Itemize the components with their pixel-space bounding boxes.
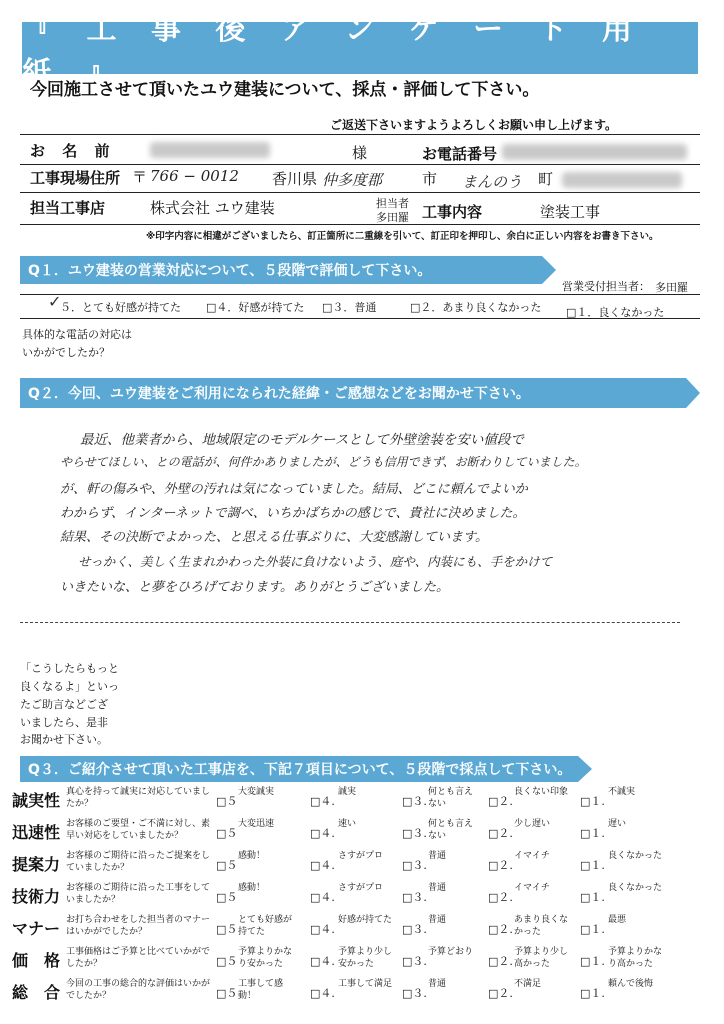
staff-label-2: 多田羅: [376, 211, 409, 224]
q3-option2-label: あまり良くな: [514, 915, 569, 925]
q2-title: Q２．今回、ユウ建装をご利用になられた経緯・ご感想などをお聞かせ下さい。: [28, 386, 530, 402]
q3-question-line2: でしたか？: [66, 991, 112, 1001]
q3-option4-label: 速い: [338, 819, 357, 829]
q3-option2-label: イマイチ: [514, 851, 550, 861]
q2-line-1: 最近、他業者から、地域限定のモデルケースとして外壁塗装を安い値段で: [80, 432, 524, 448]
q2-line-7: いきたいな、と夢をひろげております。ありがとうございました。: [60, 580, 449, 595]
form-title: 『 工 事 後 ア ン ケ ー ト 用 紙 』: [22, 22, 698, 74]
q3-option4-label: 誠実: [338, 787, 357, 797]
q3-option2-box[interactable]: □２.: [488, 827, 513, 840]
q3-category: 価 格: [12, 951, 61, 970]
q1-option-4[interactable]: □４．好感が持てた: [206, 301, 305, 314]
q3-question-line2: ていましたか？: [66, 863, 130, 873]
info-divider-1: [20, 164, 700, 165]
q3-option3-label: 予算どおり: [428, 947, 474, 957]
q3-option5-label2: 持てた: [238, 927, 266, 937]
q3-option3-box[interactable]: □３.: [402, 891, 427, 904]
q2-prompt-4: いましたら、是非: [20, 716, 108, 729]
q3-category: 誠実性: [12, 791, 61, 810]
name-redacted: [150, 142, 270, 158]
q3-option3-box[interactable]: □３.: [402, 923, 427, 936]
q1-title: Q１．ユウ建装の営業対応について、５段階で評価して下さい。: [28, 263, 432, 279]
address-label: 工事現場住所: [30, 169, 121, 187]
q3-option2-label: 不満足: [514, 979, 542, 989]
q3-option1-box[interactable]: □１.: [580, 923, 605, 936]
q3-option5-box[interactable]: □５: [216, 923, 238, 936]
q2-title-bar: [20, 378, 686, 408]
info-border-top: [20, 134, 700, 135]
q2-line-3: が、軒の傷みや、外壁の汚れは気になっていました。結局、どこに頼んでよいか: [60, 482, 528, 497]
q3-option1-box[interactable]: □１.: [580, 795, 605, 808]
q3-title: Q３．ご紹介させて頂いた工事店を、下記７項目について、５段階で採点して下さい。: [28, 762, 572, 778]
q2-line-6: せっかく、美しく生まれかわった外装に負けないよう、庭や、内装にも、手をかけて: [78, 554, 553, 569]
q1-option-3[interactable]: □３．普通: [322, 301, 377, 314]
q2-line-4: わからず、インターネットで調べ、いちかばちかの感じで、貴社に決めました。: [60, 506, 526, 521]
company-label: 担当工事店: [30, 199, 106, 217]
company-name: 株式会社 ユウ建装: [150, 199, 275, 217]
q3-option5-box[interactable]: □５: [216, 827, 238, 840]
q3-option4-label: さすがプロ: [338, 883, 384, 893]
q3-option5-label: 感動！: [238, 883, 266, 893]
q1-options-top: [20, 294, 700, 295]
q3-option3-box[interactable]: □３.: [402, 827, 427, 840]
q3-option1-box[interactable]: □１.: [580, 859, 605, 872]
q2-prompt-5: お聞かせ下さい。: [20, 733, 108, 746]
q3-option5-box[interactable]: □５: [216, 859, 238, 872]
q3-option5-label: 予算よりかな: [238, 947, 293, 957]
q2-separator: [20, 622, 680, 623]
q3-option4-box[interactable]: □４.: [310, 827, 335, 840]
q3-question-line2: 早い対応をしていましたか？: [66, 831, 184, 841]
q3-question-line2: したか？: [66, 959, 103, 969]
q3-option3-label: 普通: [428, 979, 447, 989]
q3-option4-box[interactable]: □４.: [310, 955, 335, 968]
q1-option-1[interactable]: □１．良くなかった: [566, 306, 665, 319]
q1-staff-note: 営業受付担当者：: [562, 280, 650, 293]
postal-code: 766 − 0012: [150, 167, 239, 185]
q3-option5-label: 感動！: [238, 851, 266, 861]
q3-option2-label: 少し遅い: [514, 819, 551, 829]
q3-category: マナー: [12, 919, 61, 938]
q3-option2-label: 良くない印象: [514, 787, 569, 797]
q2-prompt-3: たご助言などござ: [20, 698, 108, 711]
q3-option5-label2: り安かった: [238, 959, 284, 969]
q3-option5-box[interactable]: □５: [216, 891, 238, 904]
work-value: 塗装工事: [540, 203, 601, 221]
q3-option5-box[interactable]: □５: [216, 795, 238, 808]
q3-option1-label: 良くなかった: [608, 883, 663, 893]
staff-label-1: 担当者: [376, 197, 409, 210]
q3-option3-box[interactable]: □３.: [402, 859, 427, 872]
q3-option3-label: 何とも言え: [428, 787, 474, 797]
q3-option3-label: 普通: [428, 915, 447, 925]
q3-option2-box[interactable]: □２.: [488, 859, 513, 872]
q3-option5-box[interactable]: □５: [216, 955, 238, 968]
q3-category: 技術力: [12, 887, 61, 906]
q3-option2-box[interactable]: □２.: [488, 955, 513, 968]
q3-option3-label: 普通: [428, 851, 447, 861]
q3-option3-box[interactable]: □３.: [402, 955, 427, 968]
q1-option-5[interactable]: ５．とても好感が持てた: [60, 301, 181, 314]
q3-option2-box[interactable]: □２.: [488, 891, 513, 904]
q1-phone-question-2: いかがでしたか？: [22, 346, 110, 359]
q3-option4-box[interactable]: □４.: [310, 923, 335, 936]
q3-option1-label: 遅い: [608, 819, 627, 829]
q3-question-line1: 真心を持って誠実に対応していまし: [66, 787, 211, 797]
q3-option5-label: とても好感が: [238, 915, 293, 925]
q3-category: 提案力: [12, 855, 61, 874]
q3-category: 総 合: [12, 983, 61, 1002]
intro-text: 今回施工させて頂いたユウ建装について、採点・評価して下さい。: [30, 80, 540, 100]
info-border-bottom: [20, 224, 700, 225]
q3-question-line2: はいかがでしたか？: [66, 927, 148, 937]
q3-option1-box[interactable]: □１.: [580, 987, 605, 1000]
q3-option3-label: 何とも言え: [428, 819, 474, 829]
q3-option3-box[interactable]: □３.: [402, 795, 427, 808]
q3-option1-box[interactable]: □１.: [580, 891, 605, 904]
q3-question-line2: いましたか？: [66, 895, 121, 905]
q3-option4-label: さすがプロ: [338, 851, 384, 861]
q3-option1-box[interactable]: □１.: [580, 827, 605, 840]
q3-option4-box[interactable]: □４.: [310, 987, 335, 1000]
q3-question-line1: お客様のご要望・ご不満に対し、素: [66, 819, 211, 829]
phone-label: お電話番号: [422, 145, 498, 163]
q3-question-line1: お客様のご期待に沿った工事をして: [66, 883, 211, 893]
q3-option5-label: 工事して感: [238, 979, 284, 989]
q1-phone-question-1: 具体的な電話の対応は: [22, 328, 132, 341]
q3-option1-label: 不誠実: [608, 787, 636, 797]
q3-option5-label2: 動！: [238, 991, 257, 1001]
work-label: 工事内容: [422, 203, 483, 221]
q3-title-bar: [20, 756, 578, 782]
name-suffix: 様: [352, 144, 368, 162]
q2-bar-tail: [686, 378, 700, 408]
town-label: 町: [538, 170, 554, 188]
q3-option4-label: 工事して満足: [338, 979, 393, 989]
q3-option2-label: イマイチ: [514, 883, 550, 893]
q3-question-line1: 今回の工事の総合的な評価はいかが: [66, 979, 211, 989]
q3-question-line1: お打ち合わせをした担当者のマナー: [66, 915, 211, 925]
q3-option4-box[interactable]: □４.: [310, 891, 335, 904]
district: 仲多度郡: [322, 171, 383, 189]
q3-option1-box[interactable]: □１.: [580, 955, 605, 968]
q3-option2-label2: かった: [514, 927, 542, 937]
q3-option4-box[interactable]: □４.: [310, 859, 335, 872]
q3-option3-box[interactable]: □３.: [402, 987, 427, 1000]
q2-prompt-1: 「こうしたらもっと: [20, 662, 119, 675]
return-note: ご返送下さいますようよろしくお願い申し上げます。: [330, 118, 618, 132]
q1-bar-tail: [542, 256, 556, 284]
q1-option-2[interactable]: □２．あまり良くなかった: [410, 301, 542, 314]
q3-option2-label2: 高かった: [514, 959, 551, 969]
q3-option5-label: 大変迅速: [238, 819, 275, 829]
city-label: 市: [422, 170, 438, 188]
q3-option4-label: 好感が持てた: [338, 915, 393, 925]
q3-option5-box[interactable]: □５: [216, 987, 238, 1000]
q3-option4-label: 予算より少し: [338, 947, 393, 957]
q3-option4-box[interactable]: □４.: [310, 795, 335, 808]
q3-option1-label: 頼んで後悔: [608, 979, 654, 989]
q3-option2-box[interactable]: □２.: [488, 795, 513, 808]
town-name: まんのう: [462, 173, 523, 191]
q3-option5-label: 大変誠実: [238, 787, 275, 797]
q3-option2-box[interactable]: □２.: [488, 923, 513, 936]
postal-mark: 〒: [132, 168, 148, 186]
q3-option4-label2: 安かった: [338, 959, 375, 969]
q3-option2-label: 予算より少し: [514, 947, 569, 957]
q3-option3-label: 普通: [428, 883, 447, 893]
q3-question-line2: たか？: [66, 799, 94, 809]
info-divider-2: [20, 192, 700, 193]
q3-option1-label: 予算よりかな: [608, 947, 663, 957]
q1-check-mark: ✓: [48, 292, 62, 311]
q3-bar-tail: [578, 756, 592, 782]
q3-option1-label2: り高かった: [608, 959, 654, 969]
prefecture: 香川県: [272, 170, 318, 188]
q2-line-2: やらせてほしい、との電話が、何件かありましたが、どうも信用できず、お断わりしていました。: [60, 455, 587, 469]
q3-question-line1: お客様のご期待に沿ったご提案をし: [66, 851, 211, 861]
q3-option1-label: 最悪: [608, 915, 627, 925]
q2-line-5: 結果、その決断でよかった、と思える仕事ぶりに、大変感謝しています。: [60, 530, 488, 545]
q3-option3-label2: ない: [428, 799, 447, 809]
phone-redacted: [502, 144, 687, 160]
q3-option3-label2: ない: [428, 831, 447, 841]
correction-note: ※印字内容に相違がございましたら、訂正箇所に二重線を引いて、訂正印を押印し、余白に正しい内容をお書き下さい。: [146, 231, 659, 242]
q1-title-bar: [20, 256, 542, 284]
q1-staff-name: 多田羅: [655, 281, 688, 294]
q3-question-line1: 工事価格はご予算と比べていかがで: [66, 947, 211, 957]
address-redacted: [562, 172, 682, 188]
q2-prompt-2: 良くなるよ」といっ: [20, 680, 119, 693]
q3-option2-box[interactable]: □２.: [488, 987, 513, 1000]
q3-category: 迅速性: [12, 823, 61, 842]
q3-option1-label: 良くなかった: [608, 851, 663, 861]
name-label: お 名 前: [30, 142, 116, 160]
